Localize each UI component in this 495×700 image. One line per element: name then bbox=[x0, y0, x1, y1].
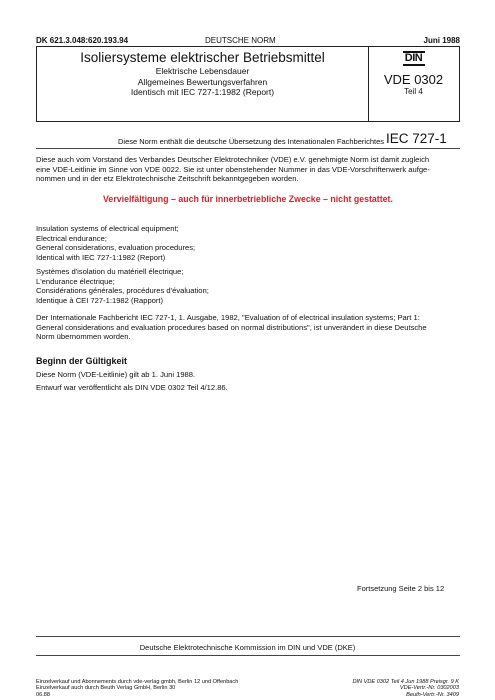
validity-line-1: Diese Norm (VDE-Leitlinie) gilt ab 1. Juni 1988. bbox=[36, 370, 196, 379]
divider bbox=[36, 636, 460, 637]
continuation-note: Fortsetzung Seite 2 bis 12 bbox=[357, 584, 445, 593]
intro-paragraph: Diese auch vom Vorstand des Verbandes Deutscher Elektrotechniker (VDE) e.V. genehmigte Norm ist damit zugleich eine VDE-Leitlinie im Sinne von VDE 0022. Sie ist unter obenstehender Nummer in das VDE-Vorschriftenwerk aufge- nommen und in der etz Elektrotechnische Zeitschrift bekanntgegeben worden. bbox=[36, 155, 430, 184]
document-title: Isoliersysteme elektrischer Betriebsmittel bbox=[80, 50, 325, 65]
footer-sales-info: Einzelverkauf und Abonnements durch vde-verlag gmbh, Berlin 12 und Offenbach Einzelverkauf auch durch Beuth Verlag GmbH, Berlin 30 06.88 bbox=[36, 679, 239, 698]
dk-classification: DK 621.3.048:620.193.94 bbox=[36, 36, 129, 45]
publication-date: Juni 1988 bbox=[423, 36, 460, 45]
iec-number: IEC 727-1 bbox=[386, 131, 447, 146]
copy-warning: Vervielfältigung – auch für innerbetriebliche Zwecke – nicht gestattet. bbox=[103, 194, 393, 204]
footer-reference-info: DIN VDE 0302 Teil 4 Jun 1988 Preisgr. 9 K VDE-Vertr.-Nr. 0302003 Beuth-Vertr.-Nr. 3409 bbox=[352, 679, 459, 698]
divider bbox=[36, 655, 460, 656]
report-paragraph: Der Internationale Fachbericht IEC 727-1, 1. Ausgabe, 1982, "Evaluation of of electrical insulation systems; Part 1: General considerations and evaluation procedures based on normal distributions", ist unverändert in diese Deutsche Norm übernommen worden. bbox=[36, 313, 427, 342]
document-subtitle-3: Identisch mit IEC 727-1:1982 (Report) bbox=[130, 87, 275, 97]
document-subtitle-1: Elektrische Lebensdauer bbox=[155, 66, 250, 76]
validity-heading: Beginn der Gültigkeit bbox=[36, 356, 128, 366]
standard-number-block bbox=[368, 47, 459, 121]
title-block bbox=[37, 47, 369, 121]
din-logo: DIN bbox=[403, 51, 425, 66]
english-title: Insulation systems of electrical equipment; Electrical endurance; General considerations, evaluation procedures; Identical with IEC 727-1:1982 (Report) bbox=[36, 224, 196, 262]
standard-type: DEUTSCHE NORM bbox=[205, 36, 276, 45]
commission-name: Deutsche Elektrotechnische Kommission im DIN und VDE (DKE) bbox=[139, 643, 356, 652]
validity-line-2: Entwurf war veröffentlicht als DIN VDE 0302 Teil 4/12.86. bbox=[36, 383, 228, 392]
french-title: Systèmes d'isolation du matériell électrique; L'endurance électrique; Considérations générales, procédures d'évaluation; Identique à CEI 727-1:1982 (Rapport) bbox=[36, 267, 209, 305]
vde-code: VDE 0302 bbox=[383, 72, 444, 87]
translation-note: Diese Norm enthält die deutsche Übersetzung des Intenationalen Fachberichtes bbox=[118, 137, 384, 146]
document-subtitle-2: Allgemeines Bewertungsverfahren bbox=[137, 76, 268, 87]
title-box bbox=[36, 46, 460, 122]
vde-part: Teil 4 bbox=[404, 87, 423, 96]
divider bbox=[36, 148, 460, 149]
